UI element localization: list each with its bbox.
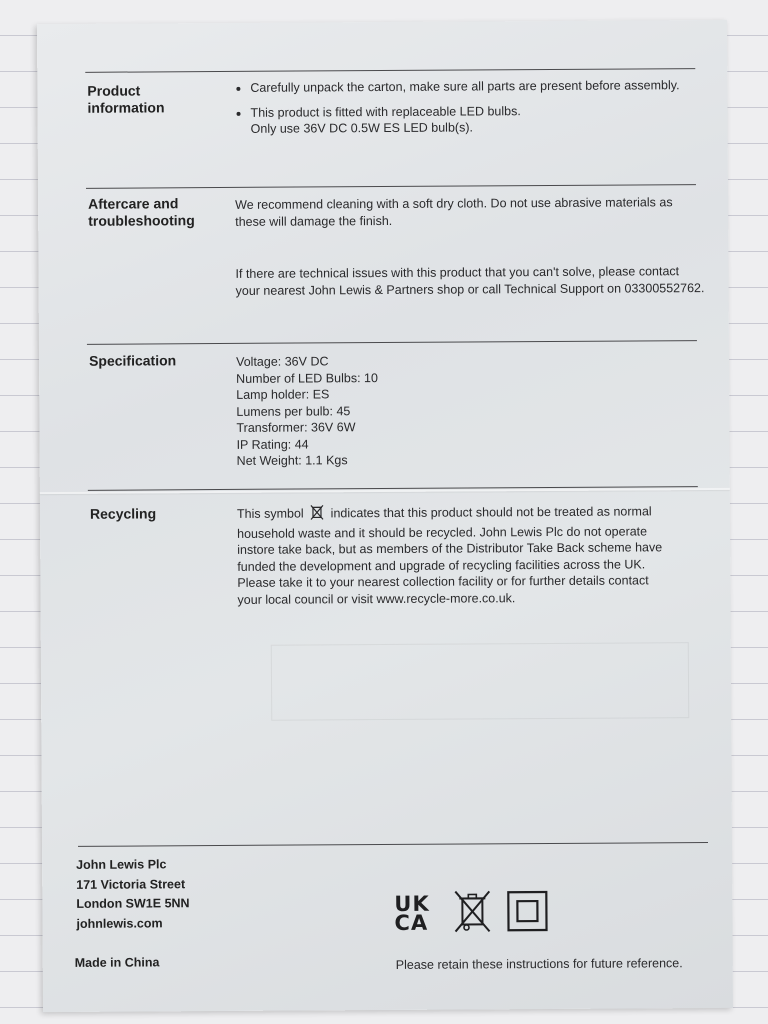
aftercare-body	[235, 194, 706, 299]
spec-line: Voltage: 36V DC	[236, 354, 329, 369]
spec-line: Net Weight: 1.1 Kgs	[236, 453, 348, 468]
company-address	[76, 855, 190, 934]
spec-line: Number of LED Bulbs: 10	[236, 370, 378, 386]
divider-rule	[85, 68, 695, 73]
bullet-text: Carefully unpack the carton, make sure all parts are present before assembly.	[250, 78, 680, 95]
recycling-text: This symbol	[236, 506, 304, 521]
ukca-top: UK	[394, 891, 430, 916]
list-item	[250, 77, 704, 96]
company-city: London SW1E 5NN	[76, 896, 190, 911]
ukca-mark	[394, 891, 438, 935]
recycling-body	[237, 502, 666, 608]
instruction-sheet	[37, 20, 733, 1012]
spec-line: Lumens per bulb: 45	[236, 403, 351, 419]
divider-rule	[87, 340, 697, 345]
spec-line: Transformer: 36V 6W	[236, 420, 356, 435]
faint-bleed-through	[271, 642, 689, 721]
compliance-marks	[394, 889, 548, 938]
ukca-bottom: CA	[394, 910, 429, 935]
weee-crossed-bin-icon	[452, 888, 492, 939]
aftercare-paragraph: If there are technical issues with this product that you can't solve, please contact your nearest John Lewis & Partners shop or call Technical Support on 03300552762.	[235, 264, 705, 298]
list-item	[250, 102, 704, 138]
product-info-body	[234, 77, 704, 145]
recycling-text: indicates that this product should not be treated as normal household waste and it should be recycled. John Lewis Plc do not operate instore take back, but as members of the Distributor Take Back scheme have funded the development and upgrade of recycling facilities across the UK. Please take it to your nearest collection facility or for further details contact your local council or visit www.recycle-more.co.uk.	[237, 504, 663, 607]
bullet-text: This product is fitted with replaceable LED bulbs.	[250, 103, 521, 120]
specification-title: Specification	[88, 352, 177, 369]
company-website: johnlewis.com	[76, 915, 163, 931]
divider-rule	[86, 184, 696, 189]
spec-line: IP Rating: 44	[236, 436, 309, 452]
company-name: John Lewis Plc	[76, 857, 167, 872]
specification-body	[236, 351, 707, 469]
divider-rule	[78, 842, 708, 847]
retain-instructions-note: Please retain these instructions for future reference.	[395, 956, 683, 972]
made-in-label: Made in China	[74, 955, 160, 970]
product-info-title: Product information	[87, 82, 165, 116]
spec-line: Lamp holder: ES	[236, 387, 330, 402]
weee-crossed-bin-icon	[310, 504, 324, 525]
bullet-text-continued: Only use 36V DC 0.5W ES LED bulb(s).	[250, 120, 473, 136]
aftercare-paragraph: We recommend cleaning with a soft dry cloth. Do not use abrasive materials as these will damage the finish.	[235, 195, 673, 229]
company-street: 171 Victoria Street	[76, 876, 186, 892]
recycling-title: Recycling	[89, 505, 157, 522]
double-insulation-icon	[506, 890, 548, 937]
aftercare-title: Aftercare and troubleshooting	[88, 195, 195, 229]
